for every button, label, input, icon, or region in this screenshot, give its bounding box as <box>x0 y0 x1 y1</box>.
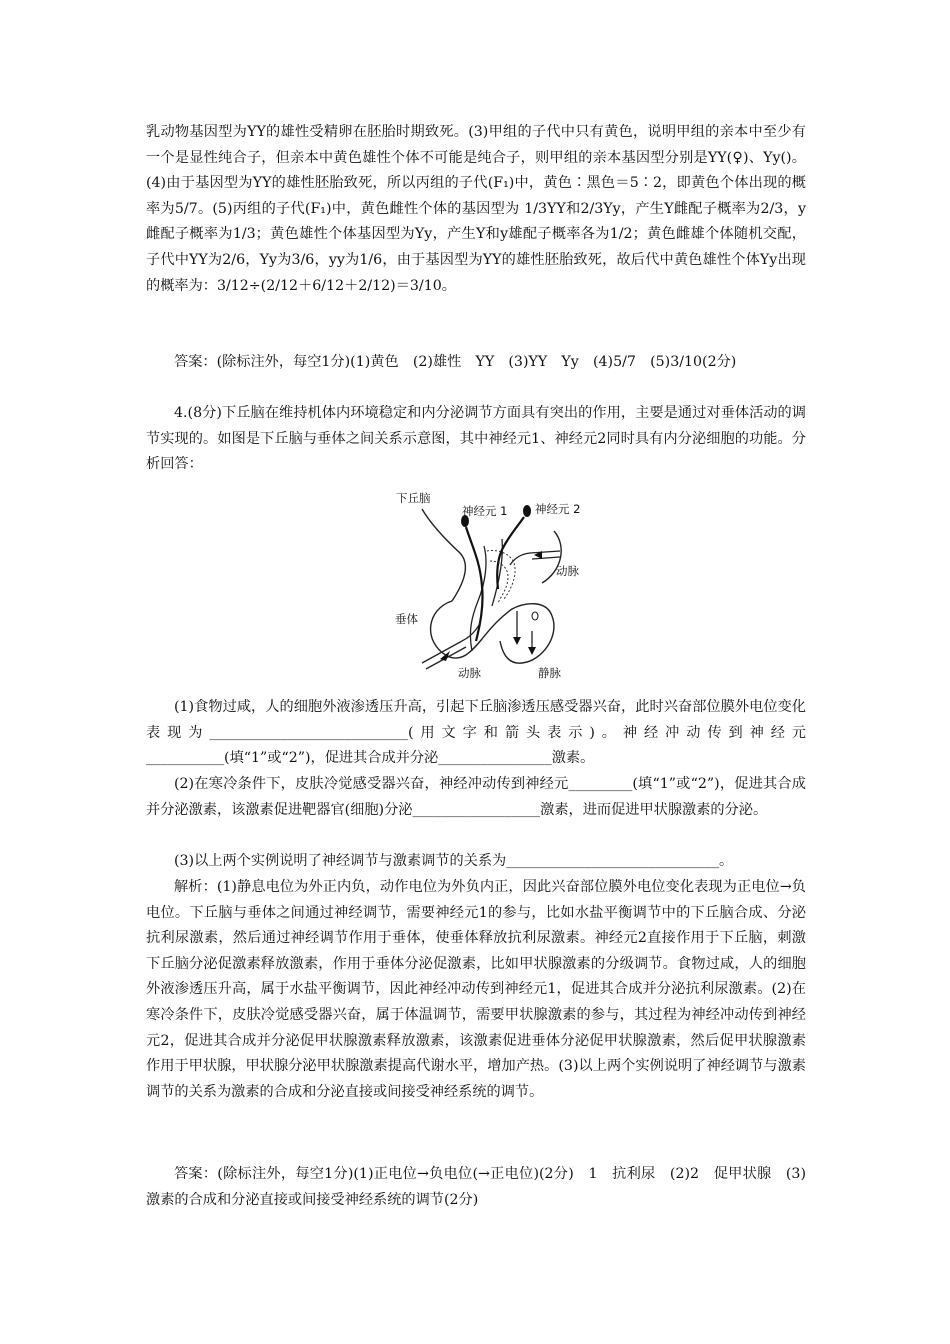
paragraph-answer-4: 答案：(除标注外，每空1分)(1)正电位→负电位(→正电位)(2分) 1 抗利尿 (2)2 促甲状腺 (3)激素的合成和分泌直接或间接受神经系统的调节(2分) <box>146 1166 806 1208</box>
hypothalamus-pituitary-diagram <box>392 491 602 681</box>
paragraph-answer-3: 答案：(除标注外，每空1分)(1)黄色 (2)雄性 YY (3)YY Yy (4)5/7 (5)3/10(2分) <box>174 354 737 370</box>
question-4-part-1: (1)食物过咸，人的细胞外液渗透压升高，引起下丘脑渗透压感受器兴奋，此时兴奋部位膜外电位变化表现为____________________________(用文字和箭头表示)。神经冲动传到神经元___________(填“1”或“2”)，促进其合成并分泌________________激素。 <box>146 699 806 767</box>
neuron2-cell-body <box>523 505 531 517</box>
label-neuron1: 神经元 1 <box>462 504 508 518</box>
diagram-svg <box>392 491 602 681</box>
question-4-part-3: (3)以上两个实例说明了神经调节与激素调节的关系为______________________________。 <box>174 853 734 869</box>
label-pituitary: 垂体 <box>395 612 418 626</box>
paragraph-analysis-4: 解析：(1)静息电位为外正内负，动作电位为外负内正，因此兴奋部位膜外电位变化表现为正电位→负电位。下丘脑与垂体之间通过神经调节，需要神经元1的参与，比如水盐平衡调节中的下丘脑合成、分泌抗利尿激素，然后通过神经调节作用于垂体，使垂体释放抗利尿激素。神经元2直接作用于下丘脑，刺激下丘脑分泌促激素释放激素，作用于垂体分泌促激素，比如甲状腺激素的分级调节。食物过咸，人的细胞外液渗透压升高，属于水盐平衡调节，因此神经冲动传到神经元1，促进其合成并分泌抗利尿激素。(2)在寒冷条件下，皮肤冷觉感受器兴奋，属于体温调节，需要甲状腺激素的参与，其过程为神经冲动传到神经元2，促进其合成并分泌促甲状腺激素释放激素，该激素促进垂体分泌促甲状腺激素，然后促甲状腺激素作用于甲状腺，甲状腺分泌甲状腺激素提高代谢水平，增加产热。(3)以上两个实例说明了神经调节与激素调节的关系为激素的合成和分泌直接或间接受神经系统的调节。 <box>146 879 806 1100</box>
label-artery-top: 动脉 <box>556 564 579 578</box>
label-neuron2: 神经元 2 <box>535 502 581 516</box>
paragraph-question-4: 4.(8分)下丘脑在维持机体内环境稳定和内分泌调节方面具有突出的作用，主要是通过对垂体活动的调节实现的。如图是下丘脑与垂体之间关系示意图，其中神经元1、神经元2同时具有内分泌细胞的功能。分析回答： <box>146 405 806 473</box>
question-4-part-2: (2)在寒冷条件下，皮肤冷觉感受器兴奋，神经冲动传到神经元_________(填“1”或“2”)，促进其合成并分泌激素，该激素促进靶器官(细胞)分泌__________________激素，进而促进甲状腺激素的分泌。 <box>146 776 806 818</box>
label-hypothalamus: 下丘脑 <box>396 491 431 505</box>
label-vein: 静脉 <box>538 666 561 680</box>
label-artery-bottom: 动脉 <box>458 666 481 680</box>
paragraph-genetics-analysis: 乳动物基因型为YY的雄性受精卵在胚胎时期致死。(3)甲组的子代中只有黄色，说明甲组的亲本中至少有一个是显性纯合子，但亲本中黄色雄性个体不可能是纯合子，则甲组的亲本基因型分别是YY(♀)、Yy()。(4)由于基因型为YY的雄性胚胎致死，所以丙组的子代(F₁)中，黄色∶黑色＝5∶2，即黄色个体出现的概率为5/7。(5)丙组的子代(F₁)中，黄色雌性个体的基因型为 1/3YY和2/3Yy，产生Y雌配子概率为2/3，y雌配子概率为1/3；黄色雄性个体基因型为Yy，产生Y和y雄配子概率各为1/2；黄色雌雄个体随机交配，子代中YY为2/6，Yy为3/6，yy为1/6，由于基因型为YY的雄性胚胎致死，故后代中黄色雄性个体Yy出现的概率为：3/12÷(2/12＋6/12＋2/12)＝3/10。 <box>146 124 806 294</box>
